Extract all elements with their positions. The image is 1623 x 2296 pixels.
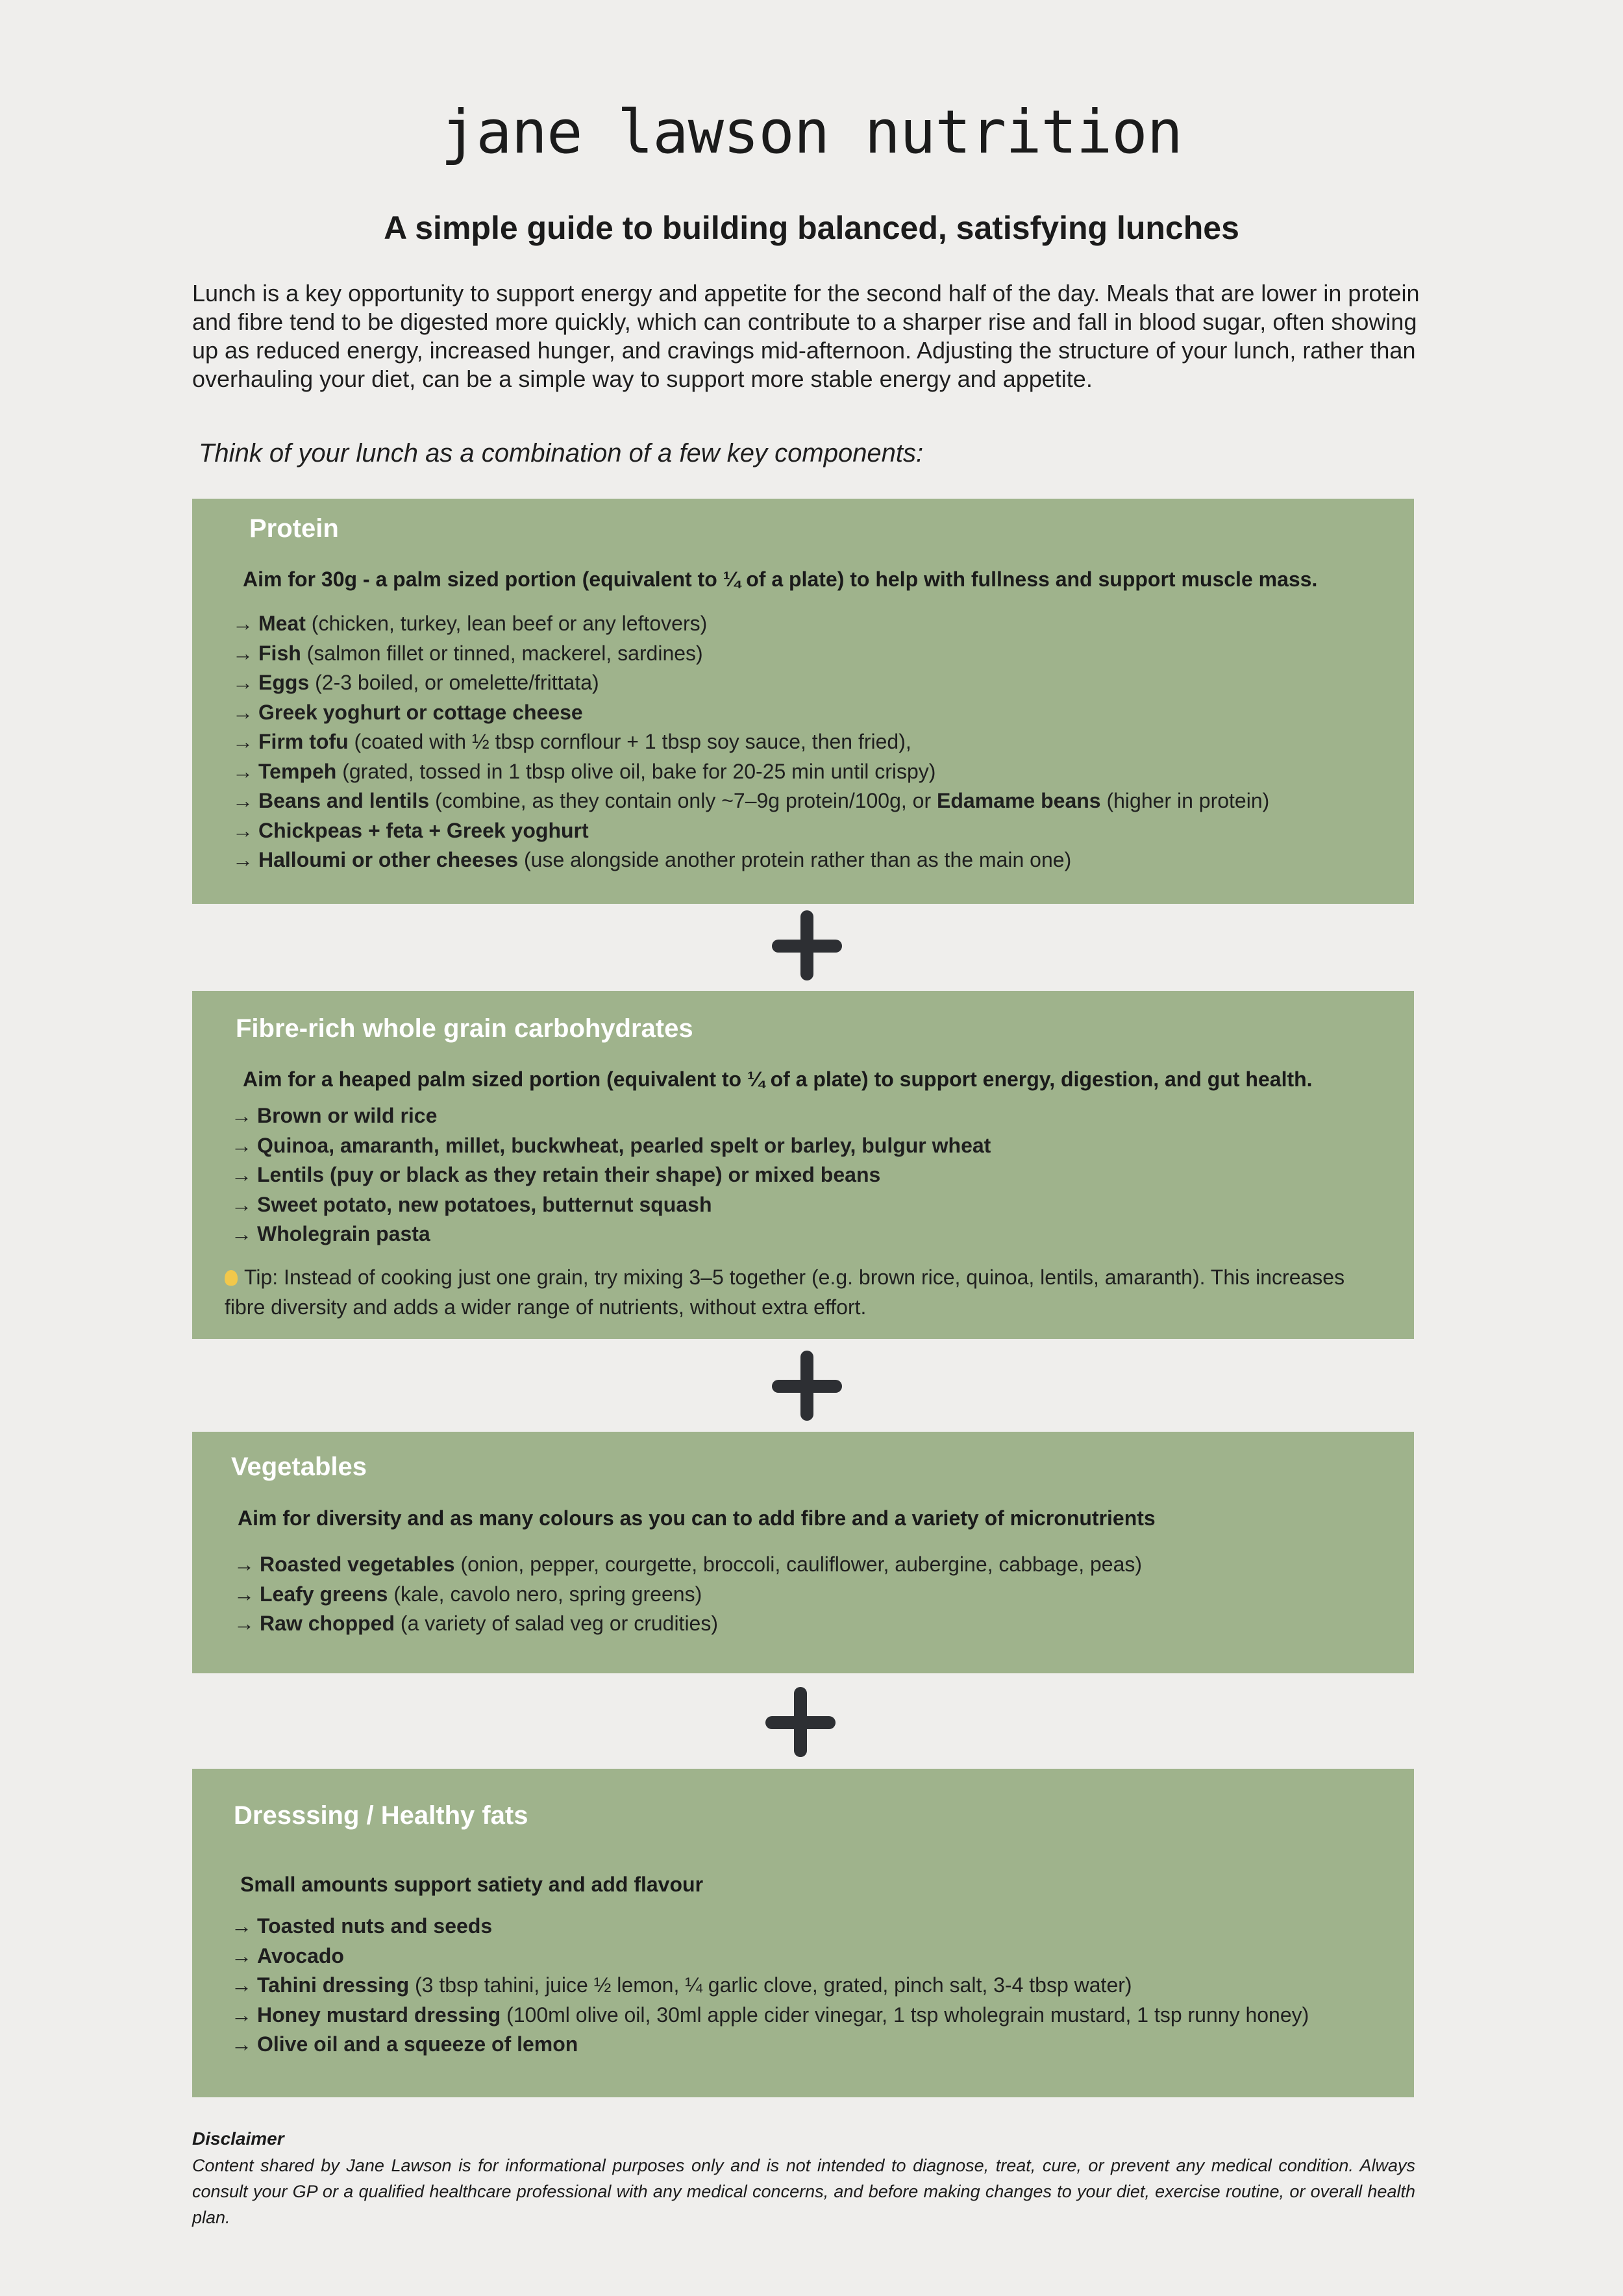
list-item: → Greek yoghurt or cottage cheese [232, 700, 583, 724]
card-aim: Aim for diversity and as many colours as you can to add fibre and a variety of micronutrients [238, 1506, 1156, 1530]
card-title: Vegetables [231, 1453, 367, 1481]
intro-paragraph: Lunch is a key opportunity to support energy and appetite for the second half of the day. Meals that are lower in protein and fibre tend to be digested more quickly, which can contribute to a sharper rise and fall in blood sugar, often showing up as reduced energy, increased hunger, and cravings mid-afternoon. Adjusting the structure of your lunch, rather than overhauling your diet, can be a simple way to support more stable energy and appetite. [192, 280, 1420, 392]
fats-list [231, 1912, 1309, 2060]
list-item: → Leafy greens (kale, cavolo nero, spring greens) [234, 1582, 702, 1606]
card-title: Dresssing / Healthy fats [234, 1801, 528, 1830]
card-title: Fibre-rich whole grain carbohydrates [236, 1014, 693, 1043]
list-item: → Beans and lentils (combine, as they contain only ~7–9g protein/100g, or Edamame beans (higher in protein) [232, 789, 1270, 812]
fats-card [192, 1769, 1414, 2097]
list-item: → Firm tofu (coated with ½ tbsp cornflour + 1 tbsp soy sauce, then fried), [232, 730, 911, 753]
list-item: → Tempeh (grated, tossed in 1 tbsp olive oil, bake for 20-25 min until crispy) [232, 759, 936, 783]
list-item: → Brown or wild rice [231, 1104, 438, 1127]
plus-icon [765, 1687, 836, 1757]
list-item: → Wholegrain pasta [231, 1222, 430, 1245]
disclaimer-text: Content shared by Jane Lawson is for informational purposes only and is not intended to diagnose, treat, cure, or prevent any medical condition. Always consult your GP or a qualified healthcare professional with any medical concerns, and before making changes to your diet, exercise routine, or overall health plan. [192, 2156, 1415, 2227]
carbs-card [192, 991, 1414, 1339]
list-item: → Meat (chicken, turkey, lean beef or any leftovers) [232, 612, 708, 635]
list-item: → Sweet potato, new potatoes, butternut squash [231, 1192, 712, 1216]
protein-card [192, 499, 1414, 904]
list-item: → Tahini dressing (3 tbsp tahini, juice ½ lemon, ¼ garlic clove, grated, pinch salt, 3-4 tbsp water) [231, 1973, 1132, 1997]
list-item: → Raw chopped (a variety of salad veg or crudities) [234, 1612, 718, 1635]
think-heading: Think of your lunch as a combination of a few key components: [199, 439, 924, 468]
vegetables-card [192, 1432, 1414, 1673]
protein-list [232, 609, 1269, 875]
plus-icon [772, 910, 842, 980]
list-item: → Chickpeas + feta + Greek yoghurt [232, 818, 589, 842]
list-item: → Quinoa, amaranth, millet, buckwheat, pearled spelt or barley, bulgur wheat [231, 1133, 991, 1157]
card-title: Protein [249, 514, 339, 543]
page-subtitle: A simple guide to building balanced, satisfying lunches [384, 210, 1239, 246]
card-aim: Small amounts support satiety and add flavour [240, 1873, 704, 1896]
list-item: → Fish (salmon fillet or tinned, mackerel, sardines) [232, 641, 703, 665]
card-aim: Aim for a heaped palm sized portion (equivalent to ¼ of a plate) to support energy, digestion, and gut health. [243, 1067, 1313, 1091]
brand-logo-text: jane lawson nutrition [440, 97, 1183, 167]
list-item: → Honey mustard dressing (100ml olive oil, 30ml apple cider vinegar, 1 tsp wholegrain mustard, 1 tsp runny honey) [231, 2003, 1309, 2027]
list-item: → Toasted nuts and seeds [231, 1914, 493, 1938]
list-item: → Avocado [231, 1943, 344, 1967]
lightbulb-icon [225, 1270, 238, 1286]
disclaimer-title: Disclaimer [192, 2128, 284, 2149]
vegetables-list [234, 1550, 1142, 1639]
list-item: → Eggs (2-3 boiled, or omelette/frittata) [232, 671, 599, 694]
list-item: → Halloumi or other cheeses (use alongside another protein rather than as the main one) [232, 848, 1072, 871]
card-aim: Aim for 30g - a palm sized portion (equivalent to ¼ of a plate) to help with fullness and support muscle mass. [243, 568, 1318, 591]
list-item: → Olive oil and a squeeze of lemon [231, 2032, 578, 2056]
plus-icon [772, 1351, 842, 1421]
list-item: → Lentils (puy or black as they retain their shape) or mixed beans [231, 1163, 881, 1186]
list-item: → Roasted vegetables (onion, pepper, courgette, broccoli, cauliflower, aubergine, cabbage, peas) [234, 1553, 1143, 1576]
tip-note: Tip: Instead of cooking just one grain, try mixing 3–5 together (e.g. brown rice, quinoa, lentils, amaranth). This increases fibre diversity and adds a wider range of nutrients, without extra effort. [225, 1266, 1345, 1319]
carbs-list [231, 1101, 991, 1249]
